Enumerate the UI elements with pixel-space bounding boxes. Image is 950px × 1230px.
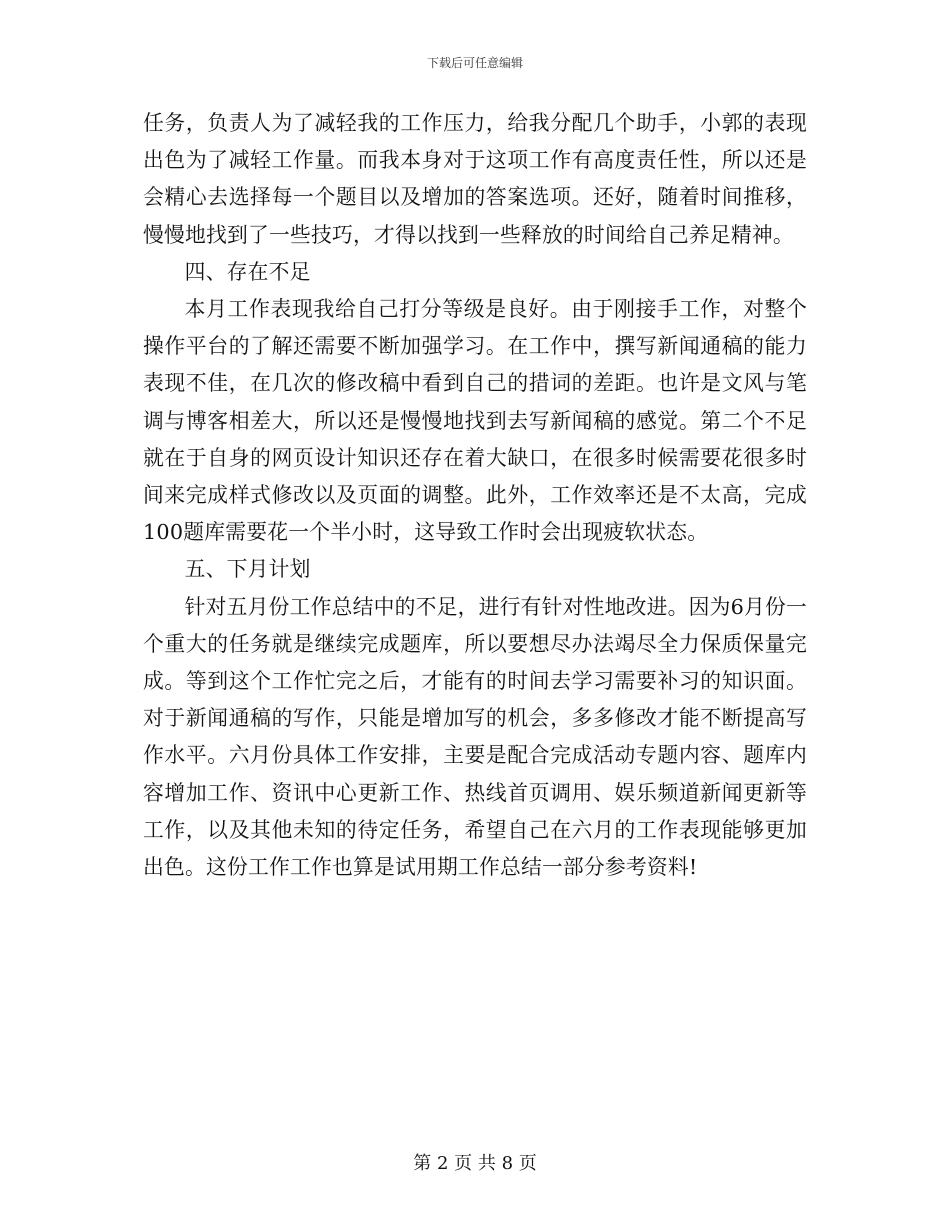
page-number-footer: 第 2 页 共 8 页 (413, 1153, 537, 1174)
paragraph-continuation: 任务，负责人为了减轻我的工作压力，给我分配几个助手，小郭的表现出色为了减轻工作量。而我本身对于这项工作有高度责任性，所以还是会精心去选择每一个题目以及增加的答案选项。还好，随着时间推移，慢慢地找到了一些技巧，才得以找到一些释放的时间给自己养足精神。 (143, 111, 807, 247)
document-body (143, 105, 807, 886)
paragraph-shortcomings: 本月工作表现我给自己打分等级是良好。由于刚接手工作，对整个操作平台的了解还需要不断加强学习。在工作中，撰写新闻通稿的能力表现不佳，在几次的修改稿中看到自己的措词的差距。也许是文风与笔调与博客相差大，所以还是慢慢地找到去写新闻稿的感觉。第二个不足就在于自身的网页设计知识还存在着大缺口，在很多时候需要花很多时间来完成样式修改以及页面的调整。此外，工作效率还是不太高，完成100题库需要花一个半小时，这导致工作时会出现疲软状态。 (143, 297, 807, 545)
paragraph-next-month-plan: 针对五月份工作总结中的不足，进行有针对性地改进。因为6月份一个重大的任务就是继续完成题库，所以要想尽办法竭尽全力保质保量完成。等到这个工作忙完之后，才能有的时间去学习需要补习的知识面。对于新闻通稿的写作，只能是增加写的机会，多多修改才能不断提高写作水平。六月份具体工作安排，主要是配合完成活动专题内容、题库内容增加工作、资讯中心更新工作、热线首页调用、娱乐频道新闻更新等工作，以及其他未知的待定任务，希望自己在六月的工作表现能够更加出色。这份工作工作也算是试用期工作总结一部分参考资料! (143, 594, 807, 880)
section-heading-next-month-plan: 五、下月计划 (184, 557, 311, 582)
section-heading-shortcomings: 四、存在不足 (184, 259, 311, 284)
page-header: 下载后可任意编辑 (426, 56, 523, 70)
